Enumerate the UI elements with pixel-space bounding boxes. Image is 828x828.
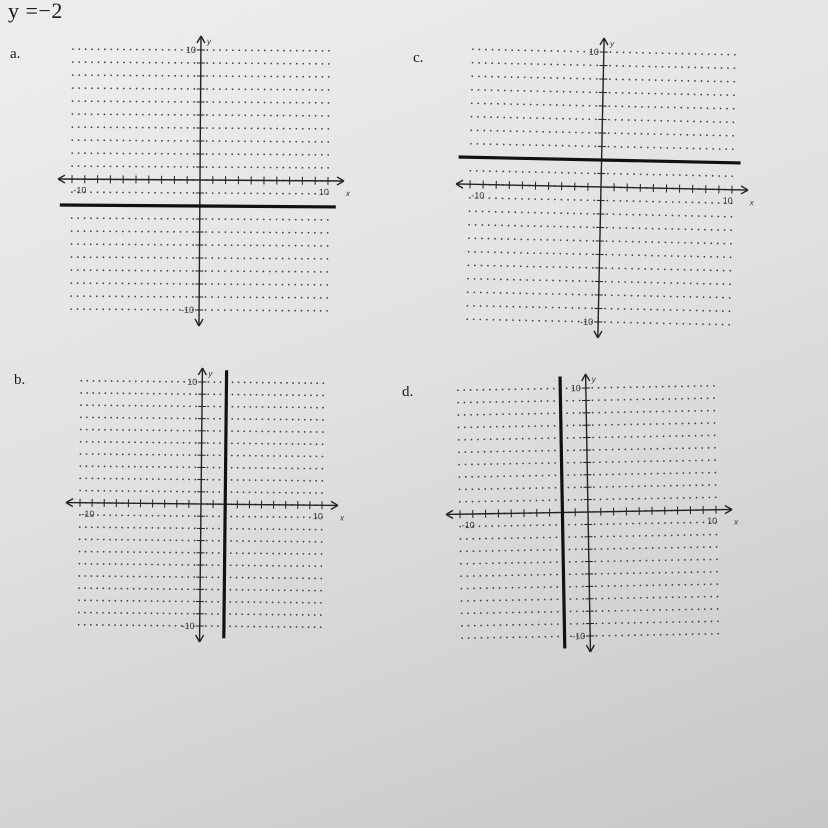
choice-label-c[interactable]: c. [413, 50, 424, 66]
grid-group [453, 35, 758, 341]
grid-group [65, 367, 347, 644]
graphed-line [60, 205, 336, 207]
x-axis-name: x [749, 198, 754, 208]
x-tick-label-neg: -10 [471, 190, 485, 201]
graph-a[interactable] [40, 30, 360, 340]
y-axis-name: y [206, 37, 211, 47]
choice-label-a[interactable]: a. [10, 46, 21, 62]
choice-label-d[interactable]: d. [402, 384, 414, 400]
y-tick-label-pos: 10 [570, 383, 581, 394]
y-tick-label-pos: 10 [588, 46, 599, 57]
graph-c[interactable] [440, 30, 760, 350]
x-tick-label-neg: -10 [461, 519, 475, 531]
y-axis-name: y [591, 374, 596, 384]
grid-group [444, 371, 742, 654]
x-tick-label-pos: 10 [318, 186, 329, 197]
graphed-line [459, 157, 741, 163]
graphed-line [224, 370, 227, 638]
x-axis-name: x [345, 189, 350, 199]
y-tick-label-neg: -10 [572, 631, 586, 642]
x-axis-name: x [339, 513, 344, 523]
y-axis-name: y [208, 369, 213, 379]
x-tick-label-pos: 10 [312, 511, 323, 522]
x-tick-label-neg: -10 [81, 508, 95, 519]
y-tick-label-neg: -10 [580, 316, 594, 327]
x-tick-label-neg: -10 [73, 185, 87, 196]
grid-group [57, 35, 352, 327]
y-tick-label-neg: -10 [181, 620, 195, 631]
equation-prompt: y =−2 [8, 0, 63, 23]
y-tick-label-neg: -10 [181, 304, 195, 315]
y-tick-label-pos: 10 [185, 44, 196, 55]
y-tick-label-pos: 10 [187, 376, 198, 387]
x-axis-name: x [734, 517, 739, 527]
x-tick-label-pos: 10 [707, 515, 718, 526]
graph-d[interactable] [430, 360, 740, 660]
graph-b[interactable] [50, 355, 350, 655]
x-tick-label-pos: 10 [722, 195, 733, 206]
y-axis-name: y [609, 39, 615, 49]
choice-label-b[interactable]: b. [14, 372, 26, 388]
